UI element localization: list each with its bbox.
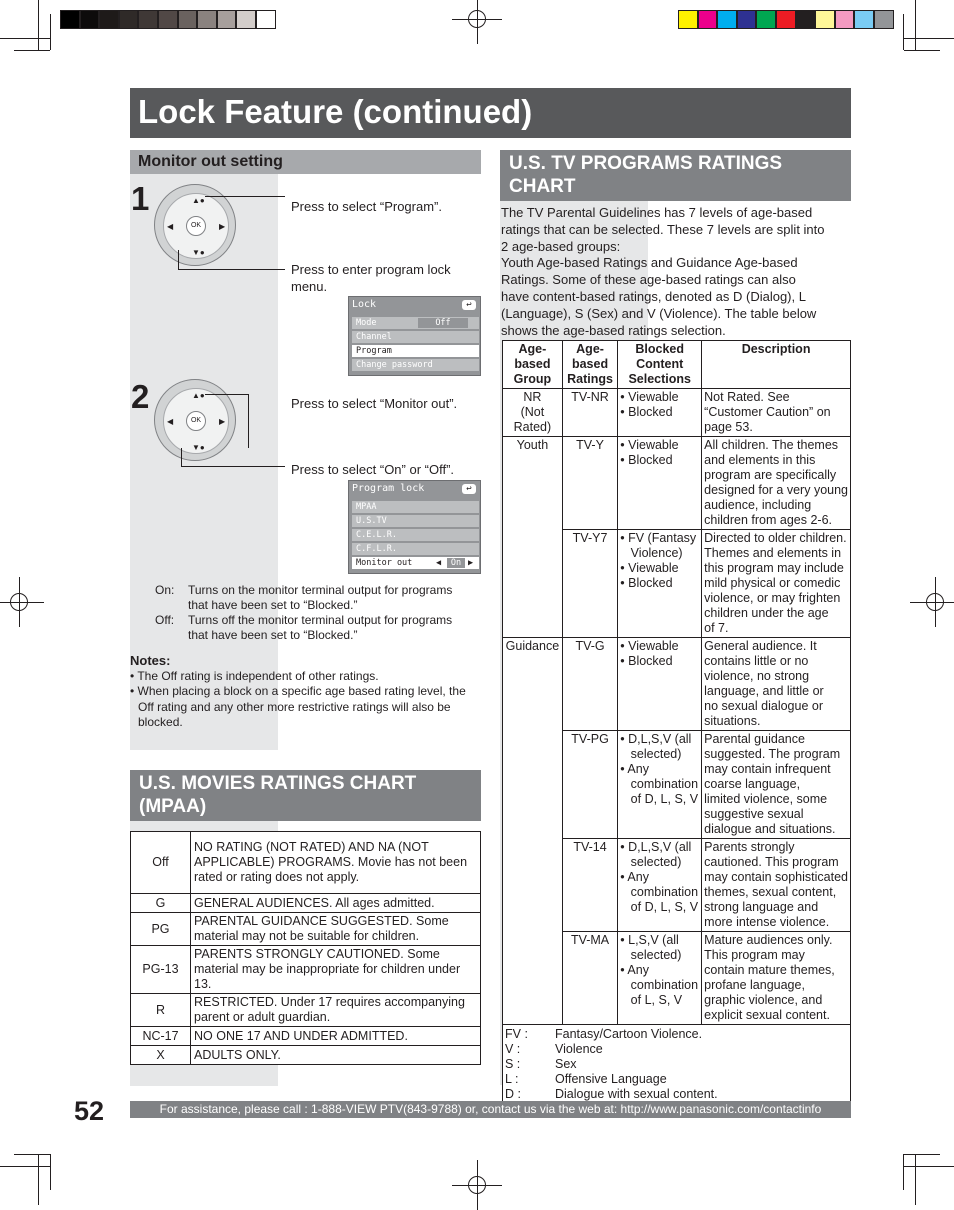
- legend-key: D :: [505, 1087, 521, 1101]
- mpaa-rating: PG-13: [131, 946, 191, 994]
- tv-selections: • D,L,S,V (all selected) • Any combination of D, L, S, V: [618, 839, 702, 932]
- mpaa-heading: [130, 770, 481, 821]
- mpaa-heading-line-2: (MPAA): [139, 796, 207, 817]
- crop-mark: [935, 577, 936, 627]
- callout-line: [205, 394, 248, 395]
- note-2-line-3: blocked.: [138, 715, 183, 729]
- callout-line: [178, 269, 285, 270]
- mode-value: Off: [418, 318, 468, 328]
- tv-selections: • FV (Fantasy Violence) • Viewable • Blocked: [618, 530, 702, 638]
- color-swatch: [835, 10, 855, 29]
- crop-mark: [915, 1155, 916, 1205]
- menu-item-monitor-out[interactable]: Monitor out ◀ On ▶: [352, 557, 479, 569]
- crop-mark: [915, 0, 916, 50]
- mpaa-rating: Off: [131, 832, 191, 894]
- lock-menu-title: Lock: [352, 299, 377, 310]
- remote-control-dial: [154, 379, 236, 461]
- program-lock-menu: [348, 480, 481, 574]
- legend-item: [505, 1057, 848, 1072]
- crop-mark: [903, 1154, 904, 1190]
- back-icon[interactable]: ↩: [462, 484, 476, 494]
- tv-selections: • Viewable • Blocked: [618, 389, 702, 437]
- tv-group: Guidance: [503, 638, 563, 1025]
- legend-item: [505, 1072, 848, 1087]
- on-description-1: Turns on the monitor terminal output for programs: [188, 583, 453, 597]
- right-arrow-icon[interactable]: ▶: [219, 222, 226, 231]
- step1-instruction-select: Press to select “Program”.: [291, 199, 442, 214]
- mpaa-row: [131, 894, 481, 913]
- menu-item-mpaa[interactable]: MPAA: [352, 501, 479, 513]
- program-lock-menu-title: Program lock: [352, 483, 425, 494]
- tv-description: Parents strongly cautioned. This program may contain sophisticated themes, sexual content, strong language and more intense violence.: [702, 839, 851, 932]
- step2-instruction-toggle: Press to select “On” or “Off”.: [291, 462, 455, 477]
- callout-line: [178, 250, 179, 270]
- color-swatch: [138, 10, 158, 29]
- mpaa-description: NO RATING (NOT RATED) AND NA (NOT APPLICABLE) PROGRAMS. Movie has not been rated or rating does not apply.: [191, 832, 481, 894]
- tv-ratings-table: [502, 340, 851, 1105]
- ok-button[interactable]: OK: [186, 216, 206, 236]
- tv-row: [503, 638, 851, 731]
- notes-heading: Notes:: [130, 653, 171, 668]
- crop-mark: [50, 14, 51, 50]
- remote-dial-ring: [163, 193, 229, 259]
- tv-legend: [503, 1025, 851, 1105]
- tv-description: Not Rated. See “Customer Caution” on page 53.: [702, 389, 851, 437]
- lock-menu: [348, 296, 481, 376]
- mpaa-heading-line-1: U.S. MOVIES RATINGS CHART: [139, 773, 417, 794]
- note-2-line-2: Off rating and any other more restrictive ratings will also be: [138, 700, 451, 714]
- callout-line: [205, 196, 285, 197]
- mpaa-description: ADULTS ONLY.: [191, 1046, 481, 1065]
- crop-mark: [50, 1154, 51, 1190]
- legend-key: S :: [505, 1057, 521, 1071]
- tv-selections: • Viewable • Blocked: [618, 437, 702, 530]
- tv-description: All children. The themes and elements in this program are specifically designed for a very young audience, including children from ages 2-6.: [702, 437, 851, 530]
- left-arrow-icon[interactable]: ◀: [167, 222, 174, 231]
- menu-item-us-tv[interactable]: U.S.TV: [352, 515, 479, 527]
- crop-mark: [38, 0, 39, 50]
- mpaa-row: [131, 946, 481, 994]
- callout-line: [181, 466, 285, 467]
- tv-description: Parental guidance suggested. The program may contain infrequent coarse language, limited violence, some suggestive sexual dialogue and situations.: [702, 731, 851, 839]
- color-swatch: [698, 10, 718, 29]
- mpaa-row: [131, 913, 481, 946]
- monitor-out-value: On: [447, 558, 465, 568]
- step-2-number: 2: [131, 378, 150, 415]
- tv-rating: TV-NR: [562, 389, 617, 437]
- legend-value: Offensive Language: [555, 1072, 667, 1086]
- mpaa-row: [131, 994, 481, 1027]
- mpaa-table: [130, 831, 481, 1065]
- color-swatch: [80, 10, 100, 29]
- tv-rating: TV-G: [562, 638, 617, 731]
- header-description: Description: [702, 341, 851, 389]
- tv-intro-line: 2 age-based groups:: [501, 238, 621, 254]
- page-title: Lock Feature (continued): [138, 93, 533, 130]
- step2-instruction-select: Press to select “Monitor out”.: [291, 396, 458, 411]
- tv-description: Mature audiences only. This program may contain mature themes, profane language, graphic violence, and explicit sexual content.: [702, 932, 851, 1025]
- color-swatch: [119, 10, 139, 29]
- crop-mark: [904, 38, 954, 39]
- color-swatch: [737, 10, 757, 29]
- tv-heading-line-2: CHART: [509, 176, 576, 197]
- up-arrow-icon[interactable]: ▲●: [192, 391, 205, 400]
- down-arrow-icon[interactable]: ▼●: [192, 248, 205, 257]
- mpaa-rating: X: [131, 1046, 191, 1065]
- crop-mark: [0, 602, 44, 603]
- color-swatch: [678, 10, 698, 29]
- back-icon[interactable]: ↩: [462, 300, 476, 310]
- color-swatch: [178, 10, 198, 29]
- down-arrow-icon[interactable]: ▼●: [192, 443, 205, 452]
- off-description-2: that have been set to “Blocked.”: [188, 628, 358, 642]
- legend-key: L :: [505, 1072, 519, 1086]
- color-swatch: [796, 10, 816, 29]
- mpaa-description: PARENTS STRONGLY CAUTIONED. Some material may be inappropriate for children under 13.: [191, 946, 481, 994]
- color-swatch: [717, 10, 737, 29]
- mpaa-description: NO ONE 17 AND UNDER ADMITTED.: [191, 1027, 481, 1046]
- tv-group: Youth: [503, 437, 563, 638]
- tv-rating: TV-MA: [562, 932, 617, 1025]
- tv-selections: • D,L,S,V (all selected) • Any combination of D, L, S, V: [618, 731, 702, 839]
- crop-mark: [38, 1155, 39, 1205]
- mpaa-rating: PG: [131, 913, 191, 946]
- crop-mark: [19, 577, 20, 627]
- page-number: 52: [74, 1096, 105, 1126]
- monitor-out-heading: Monitor out setting: [130, 150, 481, 174]
- menu-item-change-password[interactable]: Change password: [352, 359, 479, 371]
- left-arrow-icon[interactable]: ◀: [167, 417, 174, 426]
- tv-description: Directed to older children. Themes and elements in this program may include mild physical or comedic violence, or may frighten children under the age of 7.: [702, 530, 851, 638]
- tv-heading: [500, 150, 851, 201]
- mpaa-row: [131, 832, 481, 894]
- tv-rating: TV-Y7: [562, 530, 617, 638]
- legend-item: [505, 1042, 848, 1057]
- crop-mark: [477, 0, 478, 44]
- color-swatch: [60, 10, 80, 29]
- step-1-number: 1: [131, 180, 150, 217]
- legend-value: Dialogue with sexual content.: [555, 1087, 718, 1101]
- tv-rating: TV-Y: [562, 437, 617, 530]
- mpaa-description: GENERAL AUDIENCES. All ages admitted.: [191, 894, 481, 913]
- off-description-1: Turns off the monitor terminal output for programs: [188, 613, 453, 627]
- menu-item-channel[interactable]: Channel: [352, 331, 479, 343]
- menu-item-program[interactable]: Program: [352, 345, 479, 357]
- tv-intro-line: have content-based ratings, denoted as D (Dialog), L: [501, 288, 806, 304]
- crop-mark: [904, 1154, 940, 1155]
- color-swatch: [854, 10, 874, 29]
- tv-row: [503, 437, 851, 530]
- tv-legend-row: [503, 1025, 851, 1105]
- callout-line: [248, 394, 249, 448]
- crop-mark: [903, 14, 904, 50]
- on-description-2: that have been set to “Blocked.”: [188, 598, 358, 612]
- crop-mark: [904, 1166, 954, 1167]
- mpaa-rating: G: [131, 894, 191, 913]
- legend-item: [505, 1087, 848, 1102]
- callout-line: [181, 448, 182, 466]
- crop-mark: [0, 38, 50, 39]
- menu-item-mode[interactable]: Mode Off: [352, 317, 479, 329]
- header-age-ratings: Age- based Ratings: [562, 341, 617, 389]
- tv-intro-line: (Language), S (Sex) and V (Violence). The table below: [501, 305, 817, 321]
- note-1: • The Off rating is independent of other ratings.: [130, 669, 379, 683]
- tv-rating: TV-14: [562, 839, 617, 932]
- legend-key: V :: [505, 1042, 521, 1056]
- off-label: Off:: [155, 613, 175, 627]
- color-swatch: [815, 10, 835, 29]
- tv-intro-line: Ratings. Some of these age-based ratings can also: [501, 272, 796, 288]
- mpaa-description: PARENTAL GUIDANCE SUGGESTED. Some material may not be suitable for children.: [191, 913, 481, 946]
- menu-item-celr[interactable]: C.E.L.R.: [352, 529, 479, 541]
- legend-item: [505, 1027, 848, 1042]
- remote-dial-ring: [163, 388, 229, 454]
- legend-value: Violence: [555, 1042, 603, 1056]
- header-blocked-content: Blocked Content Selections: [618, 341, 702, 389]
- mpaa-rating: R: [131, 994, 191, 1027]
- tv-intro-line: ratings that can be selected. These 7 levels are split into: [501, 221, 825, 237]
- color-swatch: [158, 10, 178, 29]
- tv-selections: • L,S,V (all selected) • Any combination of L, S, V: [618, 932, 702, 1025]
- tv-selections: • Viewable • Blocked: [618, 638, 702, 731]
- tv-group: NR (Not Rated): [503, 389, 563, 437]
- tv-heading-line-1: U.S. TV PROGRAMS RATINGS: [509, 153, 783, 174]
- crop-mark: [904, 50, 940, 51]
- tv-rating: TV-PG: [562, 731, 617, 839]
- color-swatch: [776, 10, 796, 29]
- color-swatch: [217, 10, 237, 29]
- ok-button[interactable]: OK: [186, 411, 206, 431]
- left-arrow-icon[interactable]: ◀: [436, 558, 442, 568]
- header-age-group: Age- based Group: [503, 341, 563, 389]
- right-arrow-icon[interactable]: ▶: [219, 417, 226, 426]
- tv-description: General audience. It contains little or no violence, no strong language, and little or no sexual dialogue or situations.: [702, 638, 851, 731]
- tv-row: [503, 389, 851, 437]
- menu-item-cflr[interactable]: C.F.L.R.: [352, 543, 479, 555]
- color-swatch: [756, 10, 776, 29]
- footer-assistance: For assistance, please call : 1-888-VIEW PTV(843-9788) or, contact us via the web at: http://www.panasonic.com/contactinfo: [130, 1101, 851, 1118]
- mpaa-rating: NC-17: [131, 1027, 191, 1046]
- color-swatch: [874, 10, 894, 29]
- mpaa-row: [131, 1046, 481, 1065]
- legend-value: Fantasy/Cartoon Violence.: [555, 1027, 703, 1041]
- tv-intro-paragraph: [501, 205, 825, 339]
- mpaa-description: RESTRICTED. Under 17 requires accompanying parent or adult guardian.: [191, 994, 481, 1027]
- tv-intro-line: Youth Age-based Ratings and Guidance Age-based: [501, 255, 798, 271]
- mpaa-row: [131, 1027, 481, 1046]
- step1-instruction-enter: Press to enter program lock: [291, 262, 451, 277]
- note-2-line-1: • When placing a block on a specific age based rating level, the: [130, 684, 466, 698]
- step1-instruction-enter-2: menu.: [291, 279, 328, 294]
- legend-key: FV :: [505, 1027, 528, 1041]
- color-swatch: [236, 10, 256, 29]
- color-swatch: [197, 10, 217, 29]
- up-arrow-icon[interactable]: ▲●: [192, 196, 205, 205]
- right-arrow-icon[interactable]: ▶: [468, 558, 474, 568]
- tv-intro-line: shows the age-based ratings selection.: [501, 322, 726, 338]
- tv-intro-line: The TV Parental Guidelines has 7 levels of age-based: [501, 205, 813, 220]
- crop-mark: [14, 1154, 50, 1155]
- crop-mark: [0, 1166, 50, 1167]
- color-swatch: [256, 10, 276, 29]
- tv-table-header-row: [503, 341, 851, 389]
- crop-mark: [14, 50, 50, 51]
- on-label: On:: [155, 583, 175, 597]
- crop-mark: [910, 602, 954, 603]
- color-swatch: [99, 10, 119, 29]
- crop-mark: [477, 1160, 478, 1210]
- legend-value: Sex: [555, 1057, 577, 1071]
